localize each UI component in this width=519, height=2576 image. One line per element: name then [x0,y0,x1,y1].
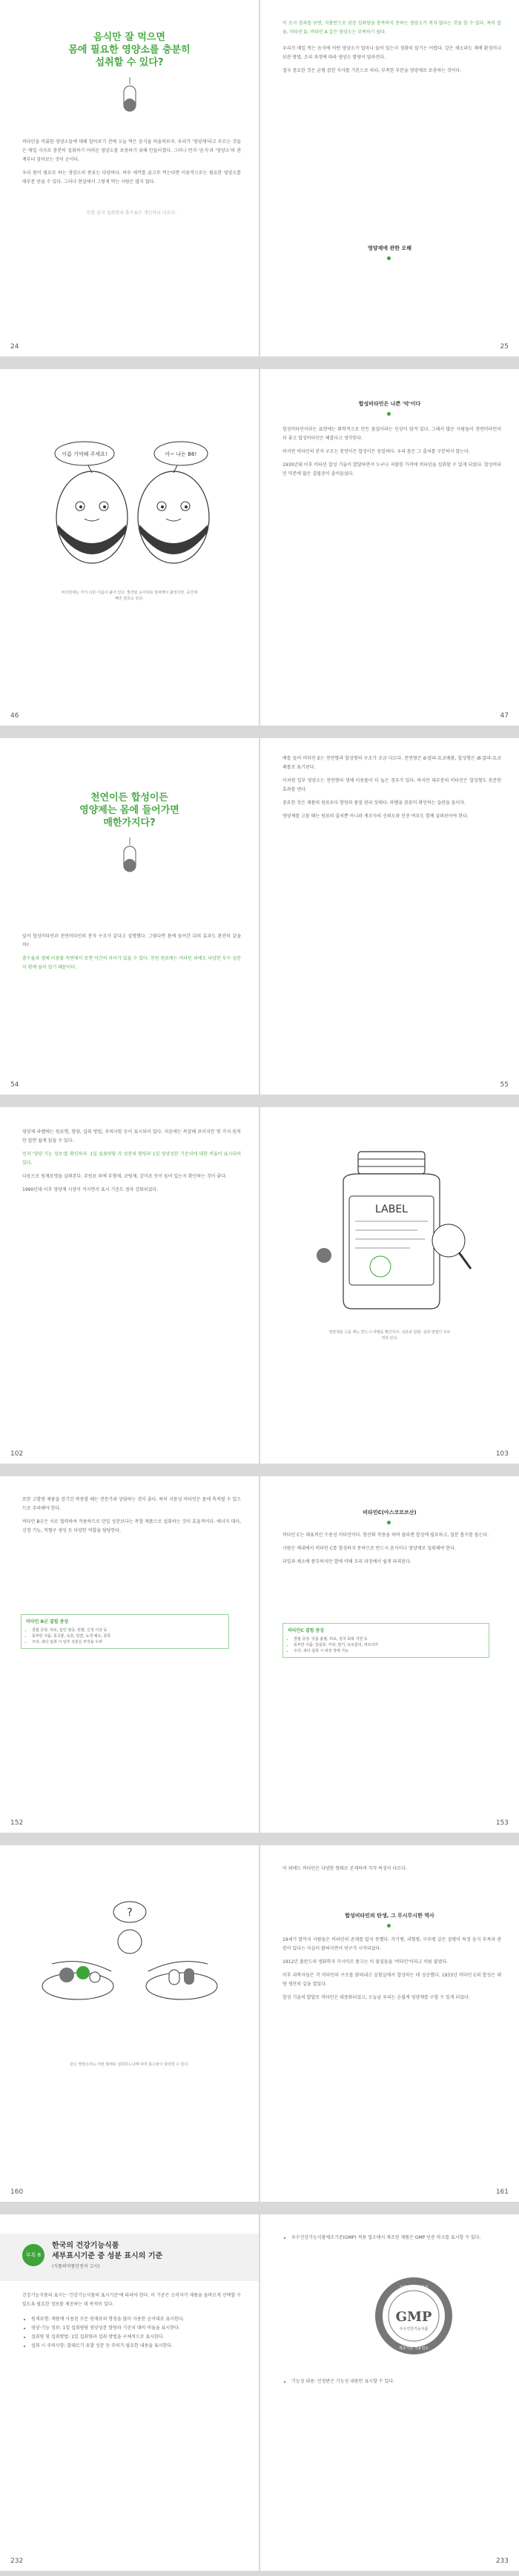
page-55 [260,738,519,1095]
page-number: 55 [500,1081,509,1089]
vitamin-characters-illustration [33,436,225,584]
page-number: 47 [500,712,509,720]
paragraph: 또한 고함량 제품을 장기간 복용할 때는 전문가와 상담하는 것이 좋다. 특히 지용성 비타민은 몸에 축적될 수 있으므로 주의해야 한다. [22,1497,241,1511]
paragraph: 합성 기술의 발달로 비타민은 대중화되었고, 오늘날 우리는 손쉽게 영양제를 구할 수 있게 되었다. [282,1995,470,2000]
body-text [22,1496,241,1536]
figure-caption: 비타민에는 각기 다른 이름이 붙어 있다. 발견된 순서대로 알파벳이 붙었지만, 중간에 빠진 번호도 있다. [61,591,198,601]
page-number: 103 [495,1450,509,1458]
paragraph: 1990년대 이후 영양제 시장이 커지면서 표시 기준도 점차 강화되었다. [22,1187,159,1192]
info-box-item: • 풍부한 식품: 통곡물, 육류, 달걀, 녹색 채소, 콩류 [32,1633,222,1639]
body-text [22,138,241,218]
criteria-item: • 영양·기능 정보: 1일 섭취량당 영양성분 함량과 기준치 대비 비율을 표시한다. [31,2324,241,2333]
info-box-title: 비타민 B군 결핍 증상 [26,1619,69,1624]
section-dot [387,256,391,260]
seal-sub-text: 우수건강기능식품 [399,2327,429,2331]
paragraph: 19세기 말까지 사람들은 비타민의 존재를 알지 못했다. 각기병, 괴혈병, 구루병 같은 질병이 특정 음식 부족과 관련이 있다는 사실이 밝혀지면서 연구가 시작되었다. [282,1937,501,1951]
page-54 [0,738,259,1095]
paragraph: 우리 몸이 필요로 하는 영양소의 종류는 다양하다. 하루 세끼를 골고루 먹는다면 이론적으로는 필요한 영양소를 대부분 얻을 수 있다. 그러나 현실에서 그렇게 먹는 사람은 많지 않다. [22,170,241,185]
title-line: 음식만 잘 먹으면 [93,32,165,43]
page-number: 233 [495,2557,509,2565]
section-title: 합성비타민의 탄생, 그 무시무시한 역사 [345,1913,434,1919]
chapter-title [30,31,229,69]
title-line: 세부표시기준 중 성분 표시의 기준 [52,2252,163,2260]
title-line: 몸에 필요한 영양소를 충분히 [68,44,191,56]
seal-main-text: GMP [395,2309,432,2325]
gmp-seal [373,2275,454,2357]
paragraph: 합성비타민이라는 표현에는 화학적으로 만든 물질이라는 인상이 담겨 있다. 그래서 많은 사람들이 천연비타민이 더 좋고 합성비타민은 해롭다고 생각한다. [282,427,501,441]
body-text [282,425,501,479]
appendix-title [52,2241,244,2272]
appendix-subtitle: (식품의약품안전처 고시) [52,2264,100,2269]
food-scale-illustration [37,1890,222,2023]
paragraph: 중요한 것은 제품의 원료보다 함량과 품질 관리 상태다. 라벨을 꼼꼼히 확인하는 습관을 들이자. [282,800,466,806]
section-dot [387,1521,391,1524]
paragraph: 이후 과학자들은 각 비타민의 구조를 밝혀내고 실험실에서 합성하는 데 성공했다. 1933년 비타민 C의 합성은 대량 생산의 길을 열었다. [282,1973,501,1987]
info-box-item: • 결핍 증상: 잇몸 출혈, 피로, 상처 회복 지연 등 [294,1636,483,1642]
figure-caption: 영양제를 고를 때는 반드시 라벨을 확인하자. 성분과 함량, 섭취 방법이 모두 적혀 있다. [328,1330,451,1341]
seal-bottom-text: 제조기준 적용업소 [398,2346,429,2351]
page-152 [0,1476,259,1833]
criteria-item: • 섭취 시 주의사항: 알레르기 유발 성분 등 주의가 필요한 내용을 표시한다. [31,2342,241,2351]
page-232 [0,2214,259,2571]
body-text [22,932,241,972]
paragraph: 흡수율과 생체 이용률 측면에서 보면 약간의 차이가 있을 수 있다. 천연 원료에는 비타민 외에도 다양한 부수 성분이 함께 들어 있기 때문이다. [22,956,241,970]
info-box [282,1623,489,1658]
info-box-list [283,1636,489,1657]
page-153 [260,1476,519,1833]
body-text [282,1531,501,1567]
page-number: 153 [495,1819,509,1827]
paragraph: 우리가 매일 먹는 음식에 어떤 영양소가 얼마나 들어 있는지 정확히 알기는 어렵다. 같은 채소라도 재배 환경이나 보관 방법, 조리 과정에 따라 영양소 함량이 달라진다. [282,46,501,60]
section-title: 비타민C(아스코르브산) [363,1510,417,1516]
body-text [282,754,501,821]
page-161 [260,1845,519,2202]
criteria-item: • 기능성 내용: 인정받은 기능성 내용만 표시할 수 있다. [291,2377,489,2386]
page-103 [260,1107,519,1464]
paragraph: 먼저 '영양·기능 정보'를 확인하자. 1일 섭취량당 각 성분의 함량과 1일 영양성분 기준치에 대한 비율이 표시되어 있다. [22,1152,241,1166]
paragraph: 하지만 비타민의 분자 구조는 천연이든 합성이든 동일하다. 우리 몸은 그 출처를 구분하지 않는다. [282,449,470,454]
body-text [282,19,501,76]
section-title: 합성비타민은 나쁜 '악'이다 [358,401,421,407]
info-box [21,1614,229,1649]
paragraph: 1930년대 이후 비타민 합성 기술이 발달하면서 누구나 저렴한 가격에 비타민을 섭취할 수 있게 되었다. 합성비타민 덕분에 많은 결핍증이 줄어들었다. [282,462,501,477]
info-box-list [22,1627,228,1648]
question-bubble-text: ? [127,1907,133,1919]
paragraph: 영양제를 고를 때는 원료의 출처뿐 아니라 제조사의 신뢰도와 인증 여부도 함께 살펴보아야 한다. [282,814,469,819]
body-text [282,2234,489,2243]
page-number: 232 [10,2557,24,2565]
title-line: 천연이든 합성이든 [90,792,168,803]
spread-232-233 [0,2214,519,2571]
seal-top-text: 식품의약품안전처 [399,2285,429,2290]
page-number: 160 [10,2188,24,2196]
page-number: 54 [10,1081,19,1089]
info-box-item: • 풍부한 식품: 감귤류, 키위, 딸기, 브로콜리, 파프리카 [294,1642,483,1648]
body-text [282,1936,501,2002]
criteria-item: • 원재료명: 제품에 사용된 모든 원재료의 명칭을 많이 사용한 순서대로 표시한다. [31,2315,241,2324]
spread-102-103 [0,1107,519,1464]
title-line: 섭취할 수 있다? [95,57,164,68]
body-text [282,265,501,274]
criteria-list [282,2234,489,2243]
appendix-tag: 부록 8 [22,2244,44,2266]
paragraph: 결국 중요한 것은 균형 잡힌 식사를 기본으로 하되, 부족한 부분을 영양제로 보충하는 것이다. [282,68,462,73]
criteria-item: • 우수건강기능식품제조기준(GMP) 적용 업소에서 제조된 제품은 GMP 인증 마크를 표시할 수 있다. [291,2234,489,2243]
paragraph: 앞서 합성비타민과 천연비타민의 분자 구조가 같다고 설명했다. 그렇다면 몸에 들어간 뒤의 효과도 완전히 같을까? [22,934,241,948]
section-dot [387,1924,391,1928]
footnote: 또한 음식 섭취량과 흡수율은 개인마다 다르다. [86,210,177,216]
paragraph: 예를 들어 비타민 E는 천연형과 합성형의 구조가 조금 다르다. 천연형은 d-알파-토코페롤, 합성형은 dl-알파-토코페롤로 표기된다. [282,756,501,770]
label-text: LABEL [375,1204,408,1215]
title-line: 매한가지다? [103,817,156,829]
speech-bubble-text: 아~ 나는 B6! [165,451,197,457]
paragraph: 건강기능식품의 표시는 '건강기능식품의 표시기준'에 따라야 한다. 이 기준은 소비자가 제품을 올바르게 선택할 수 있도록 필요한 정보를 제공하는 데 목적이 있다. [22,2293,241,2307]
paragraph: 비타민을 비롯한 영양소들에 대해 알아보기 전에 오늘 먹은 음식을 떠올려보자. 우리가 '영양제'라고 부르는 것들은 매일 식사로 충분히 섭취하기 어려운 영양소를 보충하기 위해 만들어졌다. 그러니 먼저 '음식'과 '영양소'의 관계부터 짚어보는 것이 순서다. [22,139,241,162]
info-box-item: • 주의: 과다 섭취 시 위장 장애 가능 [294,1648,483,1654]
criteria-item: • 섭취량 및 섭취방법: 1일 섭취량과 섭취 방법을 구체적으로 표시한다. [31,2333,241,2342]
info-box-item: • 결핍 증상: 피로, 입안 염증, 빈혈, 신경 이상 등 [32,1627,222,1633]
paragraph: 이처럼 일부 영양소는 천연형의 생체 이용률이 더 높은 경우가 있다. 하지만 대부분의 비타민은 합성형도 충분한 효과를 낸다. [282,778,501,792]
body-text [282,1865,501,1873]
paragraph: 1912년 폴란드의 생화학자 카시미르 풍크는 이 물질들을 '비타민'이라고 이름 붙였다. [282,1959,449,1965]
spread-24-25 [0,0,519,356]
spread-152-153 [0,1476,519,1833]
capsule-icon [122,77,138,114]
section-title: 영양제에 관한 오해 [368,245,411,251]
spread-46-47 [0,369,519,726]
capsule-icon [122,837,138,874]
paragraph: 과일과 채소에 풍부하지만 열에 약해 조리 과정에서 쉽게 파괴된다. [282,1559,411,1564]
paragraph: 영양제 라벨에는 원료명, 함량, 섭취 방법, 주의사항 등이 표시되어 있다. 처음에는 복잡해 보이지만 몇 가지 원칙만 알면 쉽게 읽을 수 있다. [22,1129,241,1143]
body-text [282,2377,489,2386]
criteria-list [282,2377,489,2386]
page-number: 102 [10,1450,24,1458]
paragraph: 사람은 체내에서 비타민 C를 합성하지 못하므로 반드시 음식이나 영양제로 섭취해야 한다. [282,1546,456,1551]
body-text [22,1128,241,1195]
paragraph: 이 외에도 비타민은 다양한 형태로 존재하며 각각 특징이 다르다. [282,1866,407,1871]
page-47 [260,369,519,726]
page-25 [260,0,519,356]
title-line: 한국의 건강기능식품 [52,2242,119,2250]
supplement-bottle-illustration [306,1144,477,1315]
paragraph: 다음으로 원재료명을 살펴본다. 주원료 외에 부형제, 코팅제, 감미료 등이 들어 있는지 확인하는 것이 좋다. [22,1174,227,1179]
chapter-title [30,791,229,829]
title-line: 영양제는 몸에 들어가면 [79,805,179,816]
body-text [22,2291,241,2351]
page-number: 25 [500,343,509,351]
page-24 [0,0,259,356]
criteria-list [22,2315,241,2351]
page-46 [0,369,259,726]
spread-54-55 [0,738,519,1095]
page-number: 46 [10,712,19,720]
speech-bubble-text: 이름 기억해 주세요! [62,451,108,457]
page-number: 152 [10,1819,24,1827]
page-number: 24 [10,343,19,351]
page-102 [0,1107,259,1464]
page-160 [0,1845,259,2202]
section-dot [387,412,391,416]
spread-160-161 [0,1845,519,2202]
figure-caption: 같은 영양소라도 어떤 형태로 섭취하느냐에 따라 흡수율이 달라질 수 있다. [70,2062,189,2067]
page-number: 161 [495,2188,509,2196]
info-box-item: • 주의: 과다 섭취 시 일부 성분은 부작용 우려 [32,1639,222,1645]
info-box-title: 비타민C 결핍 증상 [288,1628,325,1633]
paragraph: 비타민 C는 대표적인 수용성 비타민이다. 항산화 작용을 하며 콜라겐 합성에 필요하고, 철분 흡수를 돕는다. [282,1533,489,1538]
paragraph: 이 조사 결과를 보면, 식품만으로 권장 섭취량을 충족하지 못하는 영양소가 적지 않다는 것을 알 수 있다. 특히 칼슘, 비타민 D, 비타민 A 같은 영양소는 부족하기 쉽다. [282,21,501,35]
paragraph: 비타민 B군은 서로 협력하여 작용하므로 단일 성분보다는 복합 제품으로 섭취하는 것이 효율적이다. 에너지 대사, 신경 기능, 적혈구 생성 등 다양한 역할을 담당한다. [22,1519,241,1533]
page-233 [260,2214,519,2571]
